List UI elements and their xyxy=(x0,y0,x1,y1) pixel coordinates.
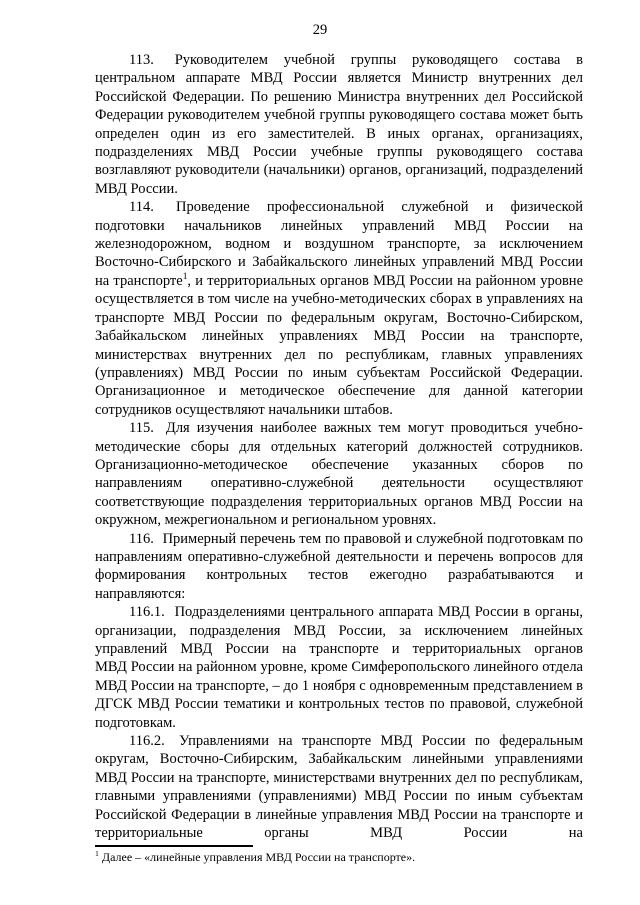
page-number: 29 xyxy=(312,22,328,38)
paragraph-114 xyxy=(95,198,583,419)
document-body xyxy=(95,51,583,842)
footnote-1 xyxy=(95,850,583,865)
paragraph-116-2-text: Управлениями на транспорте МВД России по федеральным округам, Восточно-Сибирским, Забайкальским линейными управлениями МВД России на транспорте, министерствами внутренних дел по республикам, главными управлениями (управлениями) МВД России по иным субъектам Российской Федерации в линейные управления МВД России на транспорте и территориальные органы МВД России на xyxy=(95,733,584,842)
footnote-separator xyxy=(95,845,253,847)
paragraph-116-1 xyxy=(95,603,583,732)
footnote-text: Далее – «линейные управления МВД России на транспорте». xyxy=(101,850,416,864)
paragraph-115 xyxy=(95,419,583,529)
footnote-reference-1: 1 xyxy=(182,272,188,283)
footnote-area xyxy=(95,845,583,865)
paragraph-114-text-after-footnote: , и территориальных органов МВД России на районном уровне осуществляется в том числе на учебно-методических сборах в управлениях на транспорте МВД России по федеральным округам, Восточно-Сибирском, Забайкальском линейных управлениях МВД России на транспорте, министерствах внутренних дел по республикам, главных управлениях (управлениях) МВД России по иным субъектам Российской Федерации. Организационное и методическое обеспечение для данной категории сотрудников осуществляют начальники штабов. xyxy=(95,272,584,418)
footnote-marker: 1 xyxy=(95,849,99,858)
paragraph-116-1-text: Подразделениями центрального аппарата МВД России в органы, организации, подразделения МВД России, за исключением линейных управлений МВД России на транспорте и территориальных органов МВД России на районном уровне, кроме Симферопольского линейного отдела МВД России на транспорте, – до 1 ноября с одновременным представлением в ДГСК МВД России тематики и контрольных тестов по правовой, служебной подготовкам. xyxy=(95,604,584,731)
paragraph-114-number: 114. xyxy=(129,199,154,216)
paragraph-113-text: Руководителем учебной группы руководящего состава в центральном аппарате МВД России является Министр внутренних дел Российской Федерации. По решению Министра внутренних дел Российской Федерации руководителем учебной группы руководящего состава может быть определен один из его заместителей. В иных органах, организациях, подразделениях МВД России учебные группы руководящего состава возглавляют руководители (начальники) органов, организаций, подразделений МВД России. xyxy=(95,52,584,197)
paragraph-116-1-number: 116.1. xyxy=(129,604,165,621)
paragraph-116 xyxy=(95,530,583,604)
paragraph-116-2-number: 116.2. xyxy=(129,733,165,750)
paragraph-115-number: 115. xyxy=(129,420,154,437)
paragraph-114-text-before-footnote: Проведение профессиональной служебной и физической подготовки начальников линейных управлений МВД России на железнодорожном, водном и воздушном транспорте, за исключением Восточно-Сибирского и Забайкальского линейных управлений МВД России на транспорте xyxy=(95,199,583,289)
paragraph-115-text: Для изучения наиболее важных тем могут проводиться учебно-методические сборы для отдельных категорий должностей сотрудников. Организационно-методическое обеспечение указанных сборов по направлениям оперативно-служебной деятельности осуществляют соответствующие подразделения территориальных органов МВД России на окружном, межрегиональном и региональном уровнях. xyxy=(95,420,584,529)
paragraph-113-number: 113. xyxy=(129,52,154,68)
paragraph-116-2 xyxy=(95,732,583,842)
paragraph-116-number: 116. xyxy=(129,530,154,547)
paragraph-113 xyxy=(95,51,583,198)
paragraph-116-text: Примерный перечень тем по правовой и служебной подготовкам по направлениям оперативно-служебной деятельности и перечень вопросов для формирования контрольных тестов ежегодно разрабатываются и направляются: xyxy=(95,530,583,602)
